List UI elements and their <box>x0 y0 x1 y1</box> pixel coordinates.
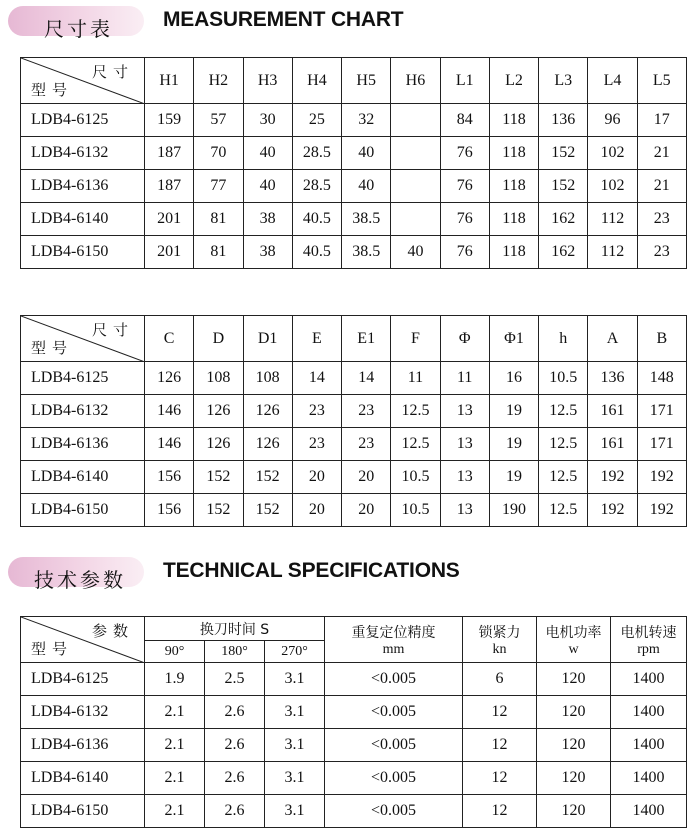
column-header: F <box>391 316 440 362</box>
table-cell: 136 <box>588 362 637 395</box>
table-cell: 126 <box>243 395 292 428</box>
technical-specifications-header <box>0 551 690 593</box>
table-cell: 38 <box>243 236 292 269</box>
table-row <box>21 663 687 696</box>
table-cell: 112 <box>588 236 637 269</box>
model-cell: LDB4-6136 <box>21 729 145 762</box>
table-cell: 136 <box>539 104 588 137</box>
table-row <box>21 696 687 729</box>
column-header: 电机转速 rpm <box>611 617 687 663</box>
table-cell: <0.005 <box>325 762 463 795</box>
section-label-pill <box>8 6 144 41</box>
table-cell: 13 <box>440 494 489 527</box>
angle-header: 90° <box>145 641 205 663</box>
table-cell: 3.1 <box>265 663 325 696</box>
table-cell: 162 <box>539 236 588 269</box>
table-cell: 192 <box>588 494 637 527</box>
model-cell: LDB4-6125 <box>21 104 145 137</box>
table-row <box>21 795 687 828</box>
table-cell: 11 <box>440 362 489 395</box>
table-cell: 76 <box>440 203 489 236</box>
table-cell: 2.6 <box>205 762 265 795</box>
table-cell: 2.6 <box>205 729 265 762</box>
table-row <box>21 362 687 395</box>
column-header: h <box>539 316 588 362</box>
table-cell: 190 <box>489 494 538 527</box>
table-row <box>21 395 687 428</box>
section-title-en: MEASUREMENT CHART <box>163 8 404 31</box>
table-cell: 120 <box>537 795 611 828</box>
corner-bottom-label: 型号 <box>31 640 74 658</box>
table-row <box>21 236 687 269</box>
table-cell: 12 <box>463 696 537 729</box>
column-header: H1 <box>145 58 194 104</box>
table-cell: 148 <box>637 362 686 395</box>
table-cell: 171 <box>637 428 686 461</box>
table-cell: 12.5 <box>391 395 440 428</box>
table-cell <box>391 170 440 203</box>
table-cell: 10.5 <box>391 494 440 527</box>
table-cell: 12 <box>463 762 537 795</box>
corner-top-label: 尺寸 <box>91 321 134 339</box>
table-cell: 76 <box>440 170 489 203</box>
table-corner <box>21 316 145 362</box>
table-cell: 38.5 <box>342 203 391 236</box>
column-header: D1 <box>243 316 292 362</box>
table-cell: 19 <box>489 428 538 461</box>
table-cell: 12 <box>463 795 537 828</box>
table-cell: 10.5 <box>391 461 440 494</box>
corner-bottom-label: 型号 <box>31 81 74 99</box>
model-cell: LDB4-6150 <box>21 494 145 527</box>
table-cell: 2.1 <box>145 762 205 795</box>
table-cell: 120 <box>537 663 611 696</box>
column-header: H3 <box>243 58 292 104</box>
table-cell: 6 <box>463 663 537 696</box>
table-cell: 120 <box>537 696 611 729</box>
table-cell: 118 <box>489 170 538 203</box>
table-cell: 1.9 <box>145 663 205 696</box>
column-header: D <box>194 316 243 362</box>
table-body <box>21 663 687 828</box>
table-cell: 126 <box>145 362 194 395</box>
model-cell: LDB4-6125 <box>21 362 145 395</box>
column-header: E1 <box>342 316 391 362</box>
table-cell: 40 <box>342 137 391 170</box>
table-cell: 102 <box>588 170 637 203</box>
table-cell: 23 <box>637 236 686 269</box>
table-cell <box>391 137 440 170</box>
table-cell: 146 <box>145 395 194 428</box>
angle-header: 270° <box>265 641 325 663</box>
table-row <box>21 494 687 527</box>
table-body <box>21 104 687 269</box>
table-cell: 13 <box>440 461 489 494</box>
table-cell: 118 <box>489 203 538 236</box>
table-cell: 40 <box>391 236 440 269</box>
model-cell: LDB4-6136 <box>21 428 145 461</box>
table-row <box>21 137 687 170</box>
table-cell: 192 <box>588 461 637 494</box>
table-cell: 23 <box>637 203 686 236</box>
table-cell: 23 <box>292 395 341 428</box>
table-cell: 171 <box>637 395 686 428</box>
table-cell: 40 <box>243 137 292 170</box>
table-cell: 108 <box>194 362 243 395</box>
table-cell: 118 <box>489 236 538 269</box>
measurement-table-2 <box>20 315 687 527</box>
table-cell: 57 <box>194 104 243 137</box>
column-header: L5 <box>637 58 686 104</box>
table-cell: 12.5 <box>391 428 440 461</box>
table-cell: 21 <box>637 137 686 170</box>
table-cell: 2.1 <box>145 729 205 762</box>
table-cell: 17 <box>637 104 686 137</box>
table-cell: 2.1 <box>145 696 205 729</box>
table-cell: 152 <box>194 494 243 527</box>
table-cell: 13 <box>440 428 489 461</box>
table-cell: 19 <box>489 395 538 428</box>
table-cell: 152 <box>243 461 292 494</box>
column-header: 电机功率 w <box>537 617 611 663</box>
table-cell: 152 <box>539 170 588 203</box>
table-cell: 2.1 <box>145 795 205 828</box>
model-cell: LDB4-6140 <box>21 203 145 236</box>
table-cell: 12 <box>463 729 537 762</box>
table-cell: 201 <box>145 236 194 269</box>
table-cell: 2.6 <box>205 696 265 729</box>
table-cell: 76 <box>440 236 489 269</box>
table-cell: 126 <box>194 428 243 461</box>
column-header: B <box>637 316 686 362</box>
table-cell: 40.5 <box>292 203 341 236</box>
table-cell: 12.5 <box>539 461 588 494</box>
table-cell: 162 <box>539 203 588 236</box>
table-cell: 12.5 <box>539 428 588 461</box>
table-corner <box>21 617 145 663</box>
table-cell: 28.5 <box>292 137 341 170</box>
measurement-table-1 <box>20 57 687 269</box>
table-row <box>21 170 687 203</box>
table-row <box>21 203 687 236</box>
table-cell: 192 <box>637 494 686 527</box>
table-cell: 23 <box>292 428 341 461</box>
table-cell: 40.5 <box>292 236 341 269</box>
section-title-cn: 技术参数 <box>34 568 126 592</box>
model-cell: LDB4-6150 <box>21 236 145 269</box>
table-cell: 1400 <box>611 795 687 828</box>
table-cell: <0.005 <box>325 696 463 729</box>
table-cell: <0.005 <box>325 663 463 696</box>
angle-header: 180° <box>205 641 265 663</box>
column-header: 锁紧力 kn <box>463 617 537 663</box>
table-cell: 20 <box>292 461 341 494</box>
model-cell: LDB4-6132 <box>21 137 145 170</box>
table-cell: 152 <box>194 461 243 494</box>
table-cell: 20 <box>342 494 391 527</box>
measurement-chart-header <box>0 0 690 42</box>
table-cell: 11 <box>391 362 440 395</box>
table-cell: 14 <box>292 362 341 395</box>
table-cell: 201 <box>145 203 194 236</box>
model-cell: LDB4-6125 <box>21 663 145 696</box>
column-header: Φ1 <box>489 316 538 362</box>
column-header: H6 <box>391 58 440 104</box>
table-row <box>21 729 687 762</box>
table-cell: 28.5 <box>292 170 341 203</box>
model-cell: LDB4-6140 <box>21 461 145 494</box>
table-cell: 152 <box>539 137 588 170</box>
table-cell: 120 <box>537 762 611 795</box>
table-cell: 76 <box>440 137 489 170</box>
table-cell: 118 <box>489 104 538 137</box>
table-cell: 126 <box>194 395 243 428</box>
table-cell: 159 <box>145 104 194 137</box>
table-cell: 192 <box>637 461 686 494</box>
table-row <box>21 104 687 137</box>
table-cell: 126 <box>243 428 292 461</box>
model-cell: LDB4-6132 <box>21 696 145 729</box>
table-cell: 20 <box>292 494 341 527</box>
corner-top-label: 尺寸 <box>91 63 134 81</box>
column-header: L4 <box>588 58 637 104</box>
table-cell: 152 <box>243 494 292 527</box>
table-cell: 23 <box>342 428 391 461</box>
column-header: E <box>292 316 341 362</box>
column-header: 重复定位精度 mm <box>325 617 463 663</box>
table-body <box>21 362 687 527</box>
table-row <box>21 762 687 795</box>
table-cell: 108 <box>243 362 292 395</box>
table-cell: 96 <box>588 104 637 137</box>
table-cell: 38 <box>243 203 292 236</box>
table-cell: 102 <box>588 137 637 170</box>
table-cell: 12.5 <box>539 494 588 527</box>
column-header: A <box>588 316 637 362</box>
table-cell: 40 <box>243 170 292 203</box>
table-cell: 161 <box>588 428 637 461</box>
table-cell: 23 <box>342 395 391 428</box>
table-cell: 70 <box>194 137 243 170</box>
table-cell: 20 <box>342 461 391 494</box>
table-cell: 10.5 <box>539 362 588 395</box>
table-cell: 19 <box>489 461 538 494</box>
technical-specifications-table <box>20 616 687 828</box>
section-title-en: TECHNICAL SPECIFICATIONS <box>163 559 460 582</box>
table-cell: 21 <box>637 170 686 203</box>
column-header: L3 <box>539 58 588 104</box>
column-header: H4 <box>292 58 341 104</box>
table-cell: 16 <box>489 362 538 395</box>
column-header: H5 <box>342 58 391 104</box>
table-cell: 1400 <box>611 729 687 762</box>
table-cell: 3.1 <box>265 729 325 762</box>
table-cell: 187 <box>145 170 194 203</box>
table-cell: 81 <box>194 236 243 269</box>
table-cell: 120 <box>537 729 611 762</box>
table-cell: 3.1 <box>265 696 325 729</box>
table-cell: 40 <box>342 170 391 203</box>
model-cell: LDB4-6140 <box>21 762 145 795</box>
table-cell: 156 <box>145 494 194 527</box>
column-header: C <box>145 316 194 362</box>
table-cell <box>391 203 440 236</box>
table-corner <box>21 58 145 104</box>
table-cell: 2.6 <box>205 795 265 828</box>
column-header: L1 <box>440 58 489 104</box>
table-cell: <0.005 <box>325 729 463 762</box>
table-cell: 77 <box>194 170 243 203</box>
table-cell: 25 <box>292 104 341 137</box>
table-cell: 84 <box>440 104 489 137</box>
table-cell: 187 <box>145 137 194 170</box>
model-cell: LDB4-6136 <box>21 170 145 203</box>
table-row <box>21 428 687 461</box>
table-cell: 13 <box>440 395 489 428</box>
table-cell: 156 <box>145 461 194 494</box>
table-cell: 38.5 <box>342 236 391 269</box>
table-cell: 1400 <box>611 696 687 729</box>
table-cell: 3.1 <box>265 795 325 828</box>
corner-bottom-label: 型号 <box>31 339 74 357</box>
section-label-pill <box>8 557 144 592</box>
column-header: Φ <box>440 316 489 362</box>
table-cell: <0.005 <box>325 795 463 828</box>
column-header: L2 <box>489 58 538 104</box>
table-cell: 1400 <box>611 762 687 795</box>
column-header: H2 <box>194 58 243 104</box>
table-cell: 30 <box>243 104 292 137</box>
corner-top-label: 参数 <box>91 622 134 640</box>
table-cell: 81 <box>194 203 243 236</box>
table-cell: 12.5 <box>539 395 588 428</box>
table-cell: 1400 <box>611 663 687 696</box>
table-cell: 32 <box>342 104 391 137</box>
table-cell: 118 <box>489 137 538 170</box>
table-cell: 146 <box>145 428 194 461</box>
model-cell: LDB4-6150 <box>21 795 145 828</box>
table-cell: 2.5 <box>205 663 265 696</box>
section-title-cn: 尺寸表 <box>44 17 113 41</box>
model-cell: LDB4-6132 <box>21 395 145 428</box>
tool-change-time-header: 换刀时间 S <box>145 617 325 641</box>
table-cell: 3.1 <box>265 762 325 795</box>
table-cell <box>391 104 440 137</box>
table-row <box>21 461 687 494</box>
table-cell: 161 <box>588 395 637 428</box>
table-cell: 112 <box>588 203 637 236</box>
table-cell: 14 <box>342 362 391 395</box>
